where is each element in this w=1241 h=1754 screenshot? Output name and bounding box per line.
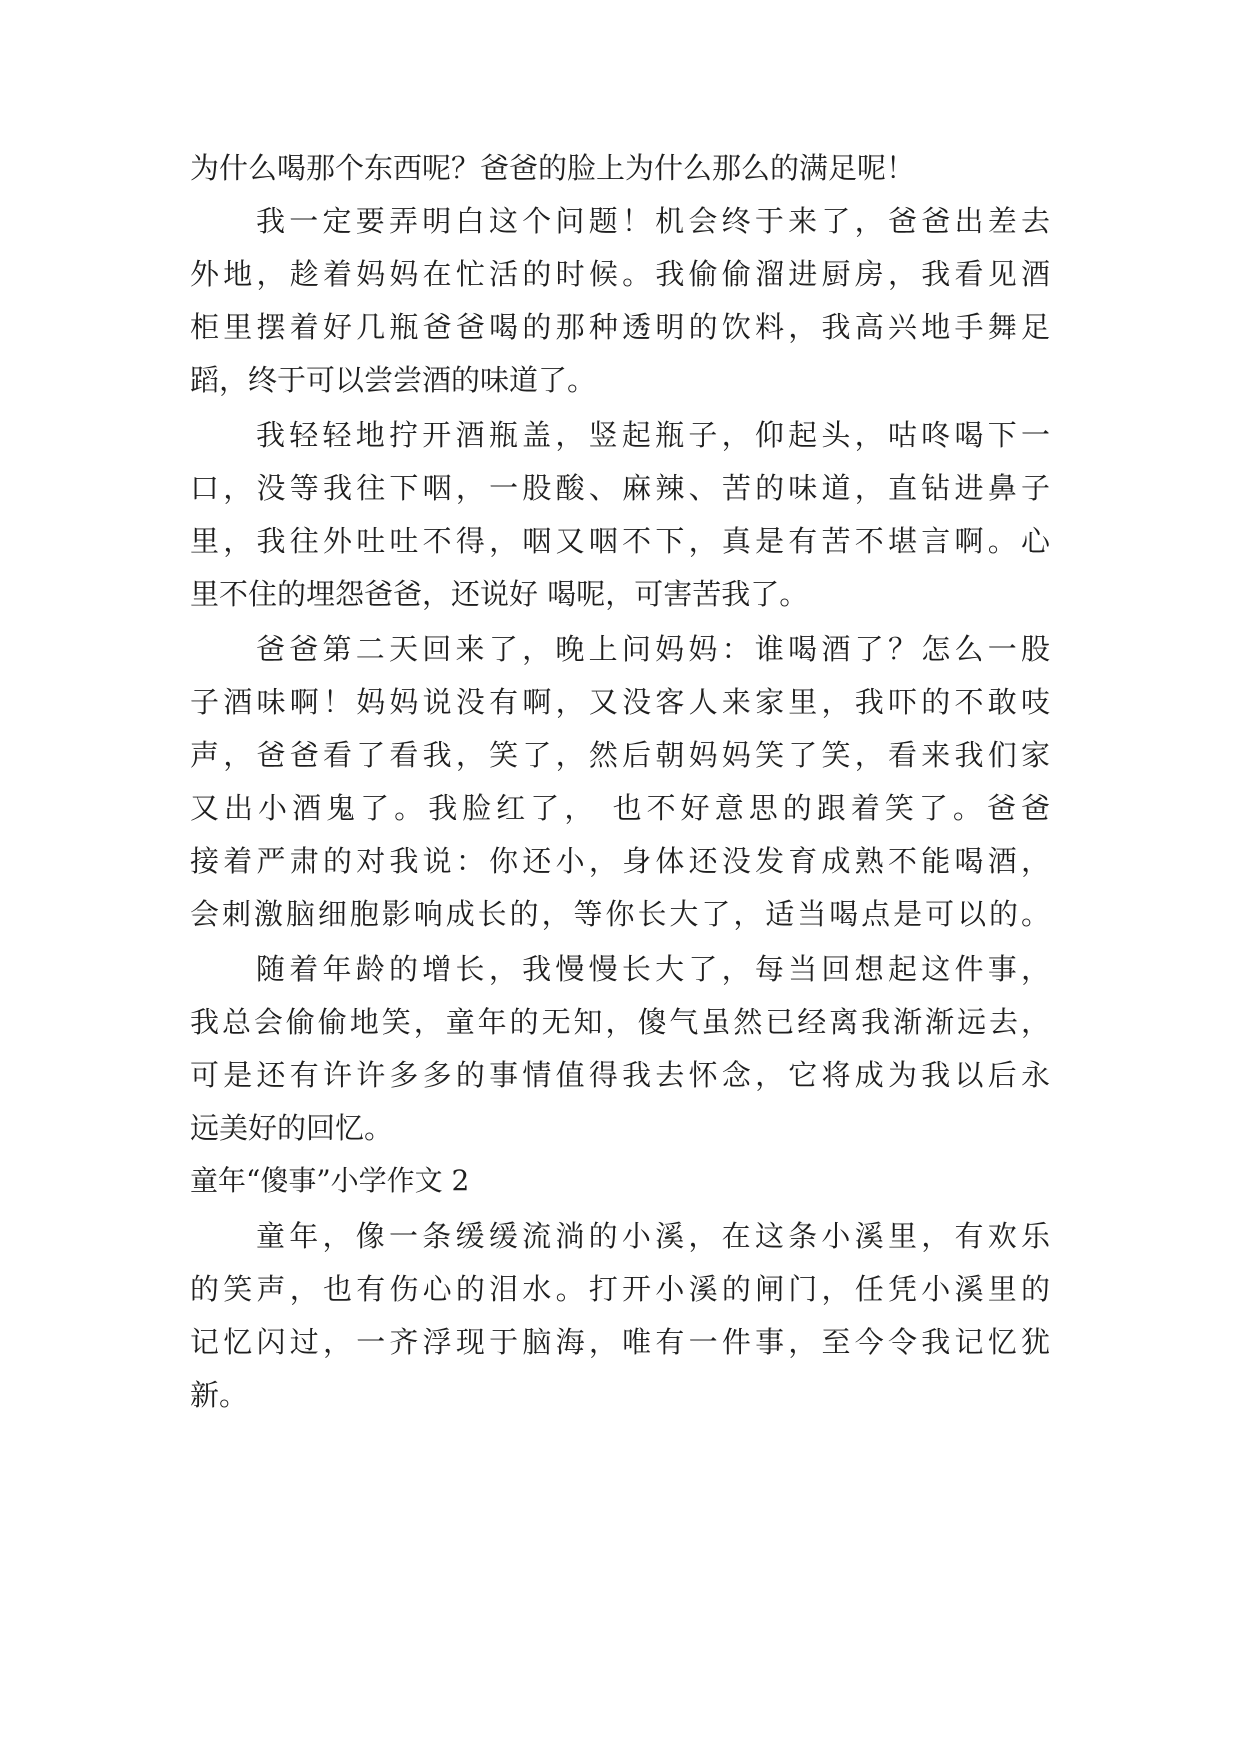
text-line: 柜里摆着好几瓶爸爸喝的那种透明的饮料，我高兴地手舞足 [190,310,1050,344]
text-line: 为什么喝那个东西呢？爸爸的脸上为什么那么的满足呢！ [190,151,916,185]
text-line: 蹈，终于可以尝尝酒的味道了。 [190,363,597,397]
text-line: 外地，趁着妈妈在忙活的时候。我偷偷溜进厨房，我看见酒 [190,257,1050,291]
text-line: 里，我往外吐吐不得，咽又咽不下，真是有苦不堪言啊。心 [190,524,1050,558]
paragraph-first-line: 随着年龄的增长，我慢慢长大了，每当回想起这件事， [256,952,1050,986]
paragraph-first-line: 我一定要弄明白这个问题！机会终于来了，爸爸出差去 [256,204,1050,238]
section-heading: 童年“傻事”小学作文 2 [190,1164,470,1197]
text-line: 接着严肃的对我说：你还小，身体还没发育成熟不能喝酒， [190,844,1050,878]
text-line: 又出小酒鬼了。我脸红了， 也不好意思的跟着笑了。爸爸 [190,791,1050,825]
text-line: 里不住的埋怨爸爸，还说好 喝呢，可害苦我了。 [190,577,809,611]
paragraph-first-line: 爸爸第二天回来了，晚上问妈妈：谁喝酒了？怎么一股 [256,632,1050,666]
text-line: 记忆闪过，一齐浮现于脑海，唯有一件事，至今令我记忆犹 [190,1325,1050,1359]
text-line: 口，没等我往下咽，一股酸、麻辣、苦的味道，直钻进鼻子 [190,471,1050,505]
text-line: 可是还有许许多多的事情值得我去怀念，它将成为我以后永 [190,1058,1050,1092]
text-line: 新。 [190,1378,249,1412]
text-line: 声，爸爸看了看我，笑了，然后朝妈妈笑了笑，看来我们家 [190,738,1050,772]
document-body [190,0,1050,1754]
paragraph-first-line: 童年，像一条缓缓流淌的小溪，在这条小溪里，有欢乐 [256,1219,1050,1253]
text-line: 的笑声，也有伤心的泪水。打开小溪的闸门，任凭小溪里的 [190,1272,1050,1306]
text-line: 会刺激脑细胞影响成长的，等你长大了，适当喝点是可以的。 [190,897,1050,931]
text-line: 远美好的回忆。 [190,1111,394,1145]
text-line: 子酒味啊！妈妈说没有啊，又没客人来家里，我吓的不敢吱 [190,685,1050,719]
paragraph-first-line: 我轻轻地拧开酒瓶盖，竖起瓶子，仰起头，咕咚喝下一 [256,418,1050,452]
text-line: 我总会偷偷地笑，童年的无知，傻气虽然已经离我渐渐远去， [190,1005,1050,1039]
